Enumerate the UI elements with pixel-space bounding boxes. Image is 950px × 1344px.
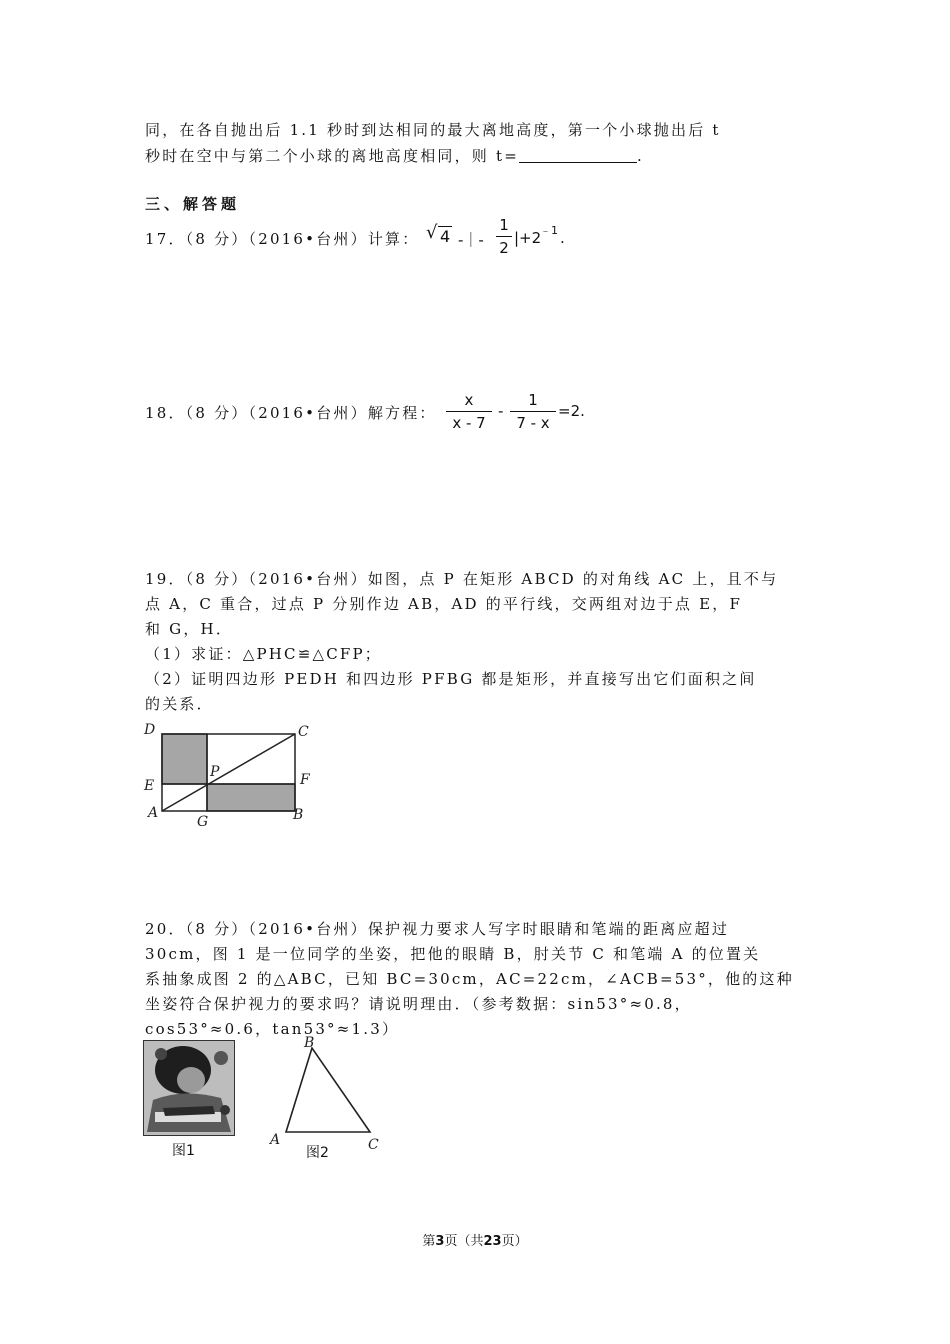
q17-prefix: 17．（8 分）（2016•台州）计算： [145, 230, 420, 248]
answer-blank [519, 148, 637, 163]
q20-line-2: 30cm，图 1 是一位同学的坐姿，把他的眼睛 B，肘关节 C 和笔端 A 的位置关 [145, 945, 761, 963]
label-a: A [148, 805, 159, 821]
q17-fraction [496, 216, 512, 257]
q18-f2-den: 7 - x [516, 414, 550, 432]
q18-prefix: 18．（8 分）（2016•台州）解方程： [145, 404, 437, 422]
q17-frac-den: 2 [499, 239, 509, 257]
footer-total-pages: 23 [483, 1234, 502, 1249]
q16-line-2-text: 秒时在空中与第二个小球的离地高度相同，则 t= [145, 147, 519, 165]
figure-2-caption: 图2 [306, 1145, 329, 1161]
q19-line-3: 和 G，H． [145, 620, 234, 638]
q20-line-3: 系抽象成图 2 的△ABC，已知 BC=30cm，AC=22cm，∠ACB=53°，他的这种 [145, 970, 794, 988]
q18-tail: =2. [558, 402, 585, 420]
q20-line-4: 坐姿符合保护视力的要求吗？请说明理由．（参考数据：sin53°≈0.8， [145, 995, 692, 1013]
q17-sqrt-value: 4 [440, 227, 451, 246]
q17-exponent: ﹣1 [540, 224, 558, 237]
footer-prefix: 第 [422, 1234, 436, 1249]
shaded-rect-pedh [162, 734, 207, 784]
rectangle-figure [140, 718, 320, 830]
label-b: B [293, 807, 304, 823]
fraction-bar [510, 411, 556, 412]
q17-frac-num: 1 [499, 216, 509, 234]
sqrt-icon: √ [426, 222, 438, 243]
label-f: F [300, 772, 310, 788]
page-footer [0, 1230, 950, 1249]
section-heading: 三、解答题 [145, 195, 241, 213]
label-c: C [368, 1137, 379, 1153]
q17-minus-abs: -｜- [458, 231, 484, 249]
label-e: E [144, 778, 155, 794]
q16-line-1: 同，在各自抛出后 1.1 秒时到达相同的最大离地高度，第一个小球抛出后 t [145, 121, 721, 139]
label-a: A [270, 1132, 281, 1148]
q16-line-2-end: . [636, 147, 644, 165]
q19-line-6: 的关系． [145, 695, 214, 713]
label-g: G [197, 814, 209, 830]
student-photo-image [143, 1040, 235, 1136]
q19-line-2: 点 A，C 重合，过点 P 分别作边 AB，AD 的平行线，交两组对边于点 E，F [145, 595, 743, 613]
footer-page-number: 3 [435, 1234, 445, 1249]
q19-line-1: 19．（8 分）（2016•台州）如图，点 P 在矩形 ABCD 的对角线 AC 上，且不与 [145, 570, 779, 588]
figure-1-caption: 图1 [172, 1143, 195, 1159]
label-c: C [298, 724, 309, 740]
q18-f2-num: 1 [528, 391, 538, 409]
triangle-figure [268, 1034, 388, 1156]
q18-fraction-2 [510, 391, 556, 432]
q16-line-2 [145, 145, 644, 166]
label-p: P [210, 764, 220, 780]
fraction-bar [446, 411, 492, 412]
q19-line-4: （1）求证：△PHC≌△CFP； [145, 645, 383, 663]
q20-line-5: cos53°≈0.6，tan53°≈1.3） [145, 1020, 400, 1038]
q18-f1-den: x - 7 [452, 414, 486, 432]
fraction-bar [496, 236, 512, 237]
footer-middle: 页（共 [444, 1234, 484, 1249]
q19-line-5: （2）证明四边形 PEDH 和四边形 PFBG 都是矩形，并直接写出它们面积之间 [145, 670, 757, 688]
q18-fraction-1 [446, 391, 492, 432]
label-d: D [144, 722, 156, 738]
q18-f1-num: x [464, 391, 474, 409]
label-b: B [304, 1035, 315, 1051]
q17-end: . [560, 229, 565, 247]
footer-suffix: 页） [501, 1234, 528, 1249]
triangle-abc [286, 1048, 370, 1132]
q20-line-1: 20．（8 分）（2016•台州）保护视力要求人写字时眼睛和笔端的距离应超过 [145, 920, 730, 938]
shaded-rect-pfbg [207, 784, 295, 811]
q18-minus: - [498, 402, 504, 420]
q17-tail: |+2 [514, 229, 542, 247]
